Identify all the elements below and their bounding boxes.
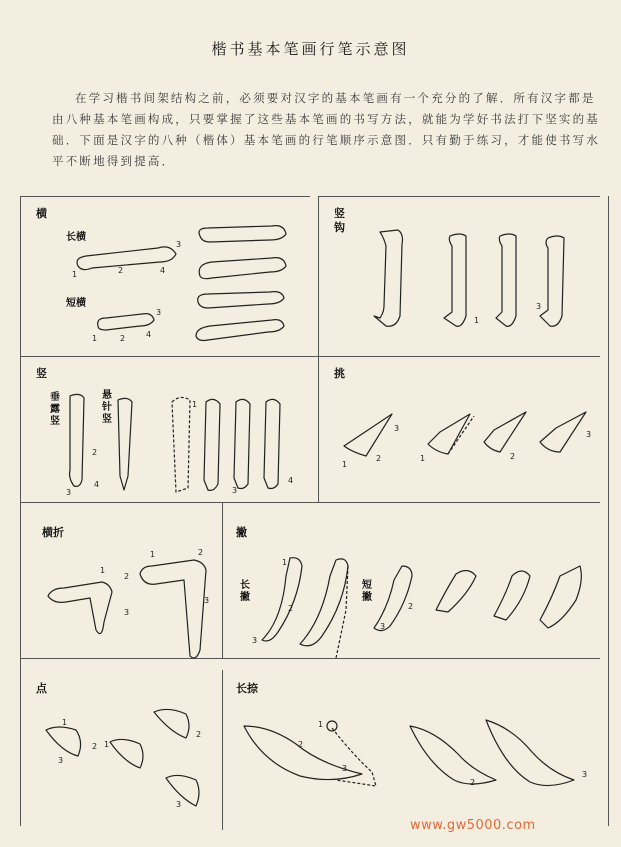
num-hengzhe-3b: 3 <box>204 596 210 605</box>
hengzhe-stroke-1 <box>48 582 112 634</box>
num-pie-3: 3 <box>252 636 258 645</box>
tiao-stroke-1 <box>344 414 392 456</box>
num-dian-2b: 2 <box>196 730 202 739</box>
num-changna-2b: 2 <box>470 778 476 787</box>
num-heng-2: 2 <box>118 266 124 275</box>
site-watermark: www.gw5000.com <box>410 818 536 833</box>
pie-short-stroke-4 <box>540 566 581 628</box>
label-heng-long: 长横 <box>66 232 86 243</box>
pie-long-stroke-1 <box>262 558 302 641</box>
num-heng-short-3: 3 <box>156 308 162 317</box>
label-heng-short: 短横 <box>66 298 86 309</box>
shu-stroke-3 <box>234 399 250 488</box>
num-hengzhe-1b: 1 <box>150 550 156 559</box>
shugou-stroke-3 <box>496 234 516 326</box>
num-pie-1: 1 <box>282 558 288 567</box>
changna-stroke-2 <box>410 726 496 784</box>
num-heng-4: 4 <box>160 266 166 275</box>
pie-short-stroke-2 <box>436 570 476 612</box>
label-dian: 点 <box>36 682 47 695</box>
num-dian-2: 2 <box>92 742 98 751</box>
heng-long-stroke-3 <box>199 258 286 279</box>
tiao-guide-2 <box>448 416 474 454</box>
num-shu-4: 4 <box>94 480 100 489</box>
pie-short-stroke-3 <box>494 571 530 620</box>
tiao-stroke-4 <box>540 412 586 452</box>
pie-short-stroke-1 <box>374 566 412 631</box>
num-changna-3b: 3 <box>582 770 588 779</box>
num-dian-3b: 3 <box>176 800 182 809</box>
num-shu-4b: 4 <box>288 476 294 485</box>
num-changna-3: 3 <box>342 764 348 773</box>
num-heng-3: 3 <box>176 240 182 249</box>
dian-stroke-3 <box>154 709 189 738</box>
num-tiao-3b: 3 <box>586 430 592 439</box>
shugou-stroke-1 <box>374 230 403 326</box>
num-shu-1: 1 <box>192 400 198 409</box>
num-shu-3: 3 <box>66 488 72 497</box>
shugou-stroke-2 <box>444 234 466 326</box>
label-changna: 长捺 <box>236 682 258 695</box>
heng-long-stroke-2 <box>199 226 286 242</box>
label-hengzhe: 横折 <box>42 526 64 539</box>
tiao-stroke-3 <box>484 412 526 452</box>
num-heng-1: 1 <box>72 270 78 279</box>
shu-stroke-4 <box>264 399 280 488</box>
shu-stroke-2 <box>204 399 220 490</box>
changna-start-dot <box>327 721 337 731</box>
label-xuanzhen: 悬针竖 <box>102 390 112 425</box>
num-dian-1b: 1 <box>104 740 110 749</box>
shugou-stroke-4 <box>540 236 564 326</box>
hengzhe-stroke-2 <box>140 560 206 658</box>
dian-stroke-1 <box>46 727 81 756</box>
num-tiao-1b: 1 <box>420 454 426 463</box>
intro-paragraph: 在学习楷书间架结构之前，必须要对汉字的基本笔画有一个充分的了解．所有汉字都是由八种基本笔画构成，只要掌握了这些基本笔画的书写方法，就能为学好书法打下坚实的基础．下面是汉字的八种（楷体）基本笔画的行笔顺序示意图．只有勤于练习，才能使书写水平不断地得到提高． <box>52 91 600 168</box>
num-heng-short-1: 1 <box>92 334 98 343</box>
label-pie: 撇 <box>236 526 247 539</box>
num-changna-2: 2 <box>298 740 304 749</box>
label-heng: 横 <box>36 207 47 220</box>
num-changna-1: 1 <box>318 720 324 729</box>
num-heng-short-4: 4 <box>146 330 152 339</box>
dian-stroke-4 <box>166 775 199 806</box>
shu-guide-1 <box>172 397 190 492</box>
num-hengzhe-2b: 2 <box>198 548 204 557</box>
heng-short-stroke-2 <box>198 292 284 308</box>
label-pie-long: 长撇 <box>240 580 250 603</box>
num-tiao-2b: 2 <box>510 452 516 461</box>
num-shugou-3: 3 <box>536 302 542 311</box>
num-heng-short-2: 2 <box>120 334 126 343</box>
num-hengzhe-2: 2 <box>124 572 130 581</box>
num-tiao-2: 2 <box>376 454 382 463</box>
changna-guide-1 <box>332 728 376 786</box>
num-tiao-3: 3 <box>394 424 400 433</box>
heng-short-stroke-1 <box>98 314 154 330</box>
label-shugou-bottom: 钩 <box>334 221 345 234</box>
changna-stroke-3 <box>486 720 574 786</box>
shu-chuilu-stroke <box>70 394 85 486</box>
num-pie-short-2: 2 <box>408 602 414 611</box>
label-chuilu: 垂露竖 <box>50 392 60 427</box>
dian-stroke-2 <box>110 739 143 768</box>
label-shugou-top: 竖 <box>334 207 345 220</box>
num-shugou-1: 1 <box>474 316 480 325</box>
num-tiao-1: 1 <box>342 460 348 469</box>
num-dian-3: 3 <box>58 756 64 765</box>
num-dian-1: 1 <box>62 718 68 727</box>
num-shu-2: 2 <box>92 448 98 457</box>
label-pie-short: 短撇 <box>362 580 372 603</box>
label-shu: 竖 <box>36 367 47 380</box>
num-hengzhe-3: 3 <box>124 608 130 617</box>
num-pie-2: 2 <box>288 604 294 613</box>
heng-short-stroke-3 <box>196 320 284 341</box>
num-pie-short-3: 3 <box>380 622 386 631</box>
page-title: 楷书基本笔画行笔示意图 <box>211 40 410 58</box>
shu-xuanzhen-stroke <box>118 398 132 490</box>
label-tiao: 挑 <box>334 367 345 380</box>
tiao-stroke-2 <box>428 414 470 454</box>
num-shu-3b: 3 <box>232 486 238 495</box>
num-hengzhe-1: 1 <box>100 566 106 575</box>
